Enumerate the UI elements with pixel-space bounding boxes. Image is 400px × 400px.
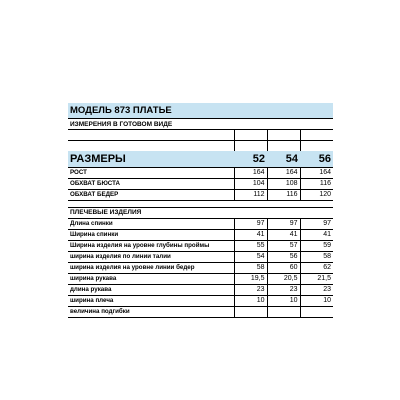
blank-row (68, 141, 333, 152)
cell-value: 116 (300, 179, 333, 190)
size-chart-table (68, 103, 333, 318)
size-54: 54 (267, 151, 300, 168)
cell-value: 58 (234, 263, 267, 274)
row-label: Ширина изделия на уровне глубины проймы (68, 241, 234, 252)
cell-value: 164 (300, 168, 333, 179)
subtitle-row (68, 119, 333, 130)
cell-value: 19,5 (234, 274, 267, 285)
model-title: МОДЕЛЬ 873 ПЛАТЬЕ (68, 103, 333, 119)
cell-value: 97 (300, 219, 333, 230)
cell-value: 56 (267, 252, 300, 263)
section-label: ПЛЕЧЕВЫЕ ИЗДЕЛИЯ (68, 208, 234, 219)
cell-value: 120 (300, 190, 333, 201)
table-row (68, 252, 333, 263)
row-label: ОБХВАТ БЕДЕР (68, 190, 234, 201)
cell-value: 10 (300, 296, 333, 307)
row-label: Длина спинки (68, 219, 234, 230)
subtitle: ИЗМЕРЕНИЯ В ГОТОВОМ ВИДЕ (68, 119, 234, 130)
sizes-label: РАЗМЕРЫ (68, 151, 234, 168)
cell-value (300, 307, 333, 318)
cell-value: 58 (300, 252, 333, 263)
cell-value: 116 (267, 190, 300, 201)
cell-value: 10 (267, 296, 300, 307)
size-chart-sheet (68, 103, 333, 318)
cell-value: 55 (234, 241, 267, 252)
cell-value: 41 (300, 230, 333, 241)
cell-value: 59 (300, 241, 333, 252)
cell-value: 57 (267, 241, 300, 252)
row-label: длина рукава (68, 285, 234, 296)
blank-row (68, 130, 333, 141)
cell-value: 41 (267, 230, 300, 241)
cell-value: 108 (267, 179, 300, 190)
cell-value: 60 (267, 263, 300, 274)
row-label: ширина рукава (68, 274, 234, 285)
model-title-row (68, 103, 333, 119)
table-row (68, 285, 333, 296)
sizes-header-row (68, 151, 333, 168)
table-row (68, 263, 333, 274)
cell-value: 23 (234, 285, 267, 296)
row-label: ширина изделия на уровне линии бедер (68, 263, 234, 274)
section-header-row (68, 208, 333, 219)
table-row (68, 230, 333, 241)
cell-value: 97 (234, 219, 267, 230)
cell-value: 112 (234, 190, 267, 201)
table-row (68, 307, 333, 318)
row-label: ширина плеча (68, 296, 234, 307)
row-label: ширина изделия по линии талии (68, 252, 234, 263)
size-52: 52 (234, 151, 267, 168)
cell-value: 164 (234, 168, 267, 179)
size-56: 56 (300, 151, 333, 168)
table-row (68, 168, 333, 179)
table-row (68, 274, 333, 285)
table-row (68, 296, 333, 307)
cell-value: 164 (267, 168, 300, 179)
cell-value: 62 (300, 263, 333, 274)
table-row (68, 190, 333, 201)
table-row (68, 179, 333, 190)
table-row (68, 219, 333, 230)
cell-value: 41 (234, 230, 267, 241)
table-row (68, 241, 333, 252)
cell-value: 10 (234, 296, 267, 307)
cell-value: 20,5 (267, 274, 300, 285)
row-label: РОСТ (68, 168, 234, 179)
cell-value: 21,5 (300, 274, 333, 285)
cell-value (267, 307, 300, 318)
cell-value: 23 (300, 285, 333, 296)
row-label: величина подгибки (68, 307, 234, 318)
cell-value: 23 (267, 285, 300, 296)
row-label: ОБХВАТ БЮСТА (68, 179, 234, 190)
cell-value: 104 (234, 179, 267, 190)
row-label: Ширина спинки (68, 230, 234, 241)
cell-value (234, 307, 267, 318)
cell-value: 97 (267, 219, 300, 230)
cell-value: 54 (234, 252, 267, 263)
